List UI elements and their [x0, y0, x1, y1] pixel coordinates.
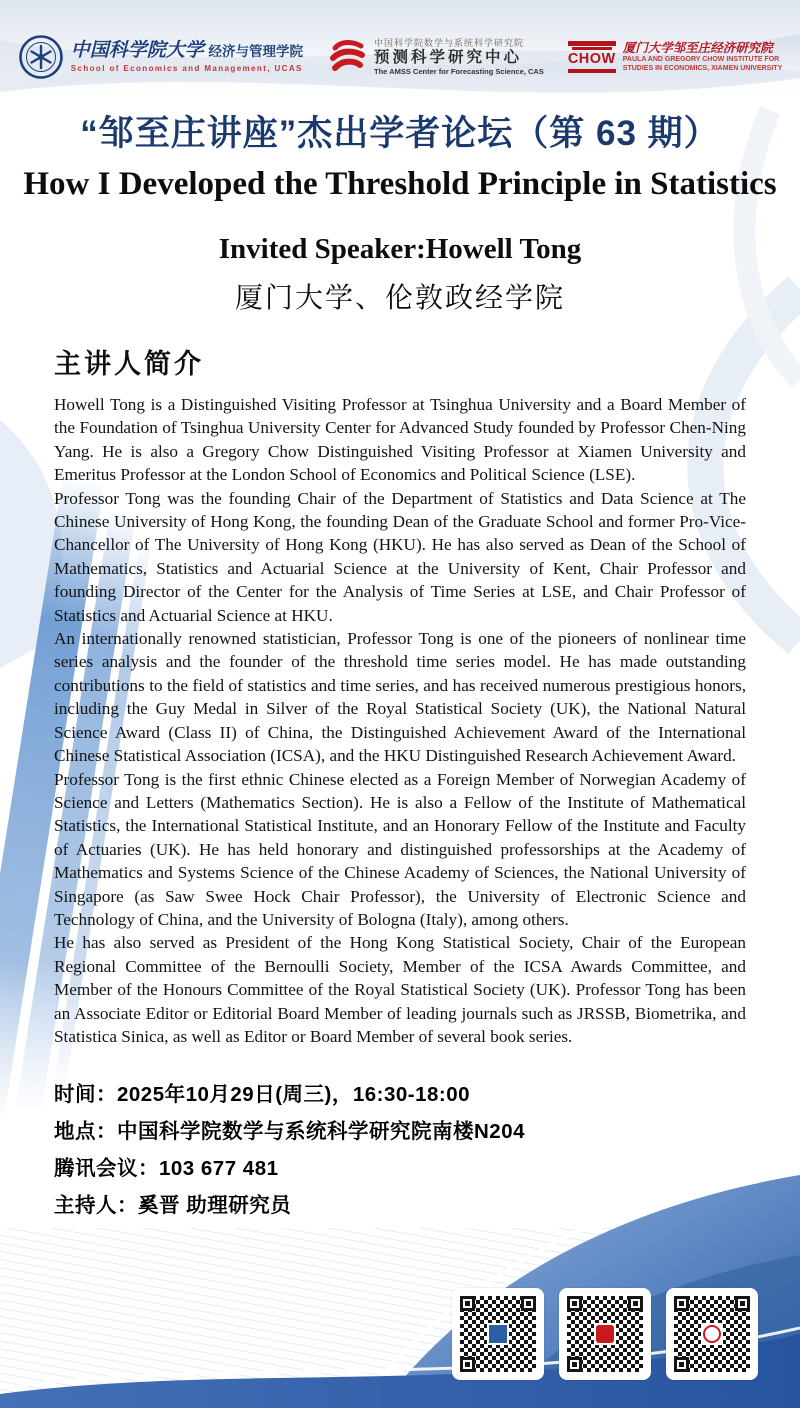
- amss-center-name: 预测科学研究中心: [374, 48, 523, 66]
- ucas-name-cn: 中国科学院大学 经济与管理学院: [70, 40, 304, 62]
- event-meeting-id: 腾讯会议：103 677 481: [54, 1157, 279, 1181]
- speaker-affiliation: 厦门大学、伦敦政经学院: [234, 283, 565, 314]
- bio-paragraph: He has also served as President of the Hong Kong Statistical Society, Chair of the European Regional Committee of the Bernoulli Society, Member of the ICSA Awards Committee, and Member of the Honours Committee of the Royal Statistical Society (UK). Professor Tong has been an Associate Editor or Editorial Board Member of leading journals such as JRSSB, Biometrika, and Statistica Sinica, as well as Editor or Board Member of several book series.: [54, 933, 746, 1046]
- qr-code-icon: [460, 1296, 536, 1372]
- chow-name-cn: 厦门大学邹至庄经济研究院: [622, 40, 773, 55]
- event-details: [54, 1076, 800, 1224]
- amss-name-en: The AMSS Center for Forecasting Science, CAS: [374, 66, 544, 76]
- logo-chow-institute: [568, 41, 782, 74]
- amss-logo-icon: [327, 37, 367, 77]
- bio-paragraph: Professor Tong was the founding Chair of the Department of Statistics and Data Science at The Chinese University of Hong Kong, the founding Dean of the Graduate School and former Pro-Vice-Chancellor of The University of Hong Kong (HKU). He has also served as Dean of the School of Mathematics, Statistics and Actuarial Science at the University of Kent, Chair Professor and founding Director of the Center for the Analysis of Time Series at LSE, and Chair Professor of Statistics and Actuarial Science at HKU.: [54, 488, 746, 625]
- bio-paragraph: Howell Tong is a Distinguished Visiting Professor at Tsinghua University and a Board Member of the Foundation of Tsinghua University Center for Advanced Study founded by Professor Chen-Ning Yang. He is also a Gregory Chow Distinguished Visiting Professor at Xiamen University and Emeritus Professor at the London School of Economics and Political Science (LSE).: [54, 395, 746, 485]
- forum-series-title: “邹至庄讲座”杰出学者论坛（第 63 期）: [80, 114, 720, 153]
- chow-name-en-2: STUDIES IN ECONOMICS, XIAMEN UNIVERSITY: [622, 65, 783, 73]
- amss-parent-name: 中国科学院数学与系统科学研究院: [374, 37, 525, 48]
- bio-paragraph: An internationally renowned statistician, Professor Tong is one of the pioneers of nonlinear time series analysis and the founder of the threshold time series model. He has made outstanding contributions to the field of statistics and time series, and has received numerous prestigious honors, including the Guy Medal in Silver of the Royal Statistical Society (UK), the National Natural Science Award (Class II) of China, the Distinguished Achievement Award of the International Chinese Statistical Association (ICSA), and the HKU Distinguished Research Achievement Award.: [54, 629, 746, 766]
- qr-code-row: [452, 1288, 758, 1380]
- header-logo-row: [0, 0, 800, 90]
- chow-name-en-1: PAULA AND GREGORY CHOW INSTITUTE FOR: [622, 56, 780, 64]
- bio-section-heading: 主讲人简介: [54, 349, 204, 379]
- qr-code-icon: [567, 1296, 643, 1372]
- talk-title: How I Developed the Threshold Principle in Statistics: [23, 166, 777, 202]
- ucas-emblem-icon: [18, 34, 64, 80]
- logo-ucas-sem: [18, 34, 303, 80]
- chow-badge-icon: CHOW: [568, 41, 616, 72]
- ucas-name-en: School of Economics and Management, UCAS: [70, 64, 303, 74]
- event-time: 时间：2025年10月29日(周三)，16:30-18:00: [54, 1083, 471, 1107]
- qr-card-amss: [559, 1288, 651, 1380]
- invited-speaker: Invited Speaker:Howell Tong: [218, 233, 582, 265]
- qr-center-red-logo-icon: [594, 1323, 616, 1345]
- qr-card-chow: [666, 1288, 758, 1380]
- qr-card-ucas: [452, 1288, 544, 1380]
- qr-center-blue-badge-icon: [487, 1323, 509, 1345]
- qr-center-red-seal-icon: [701, 1323, 723, 1345]
- bio-text: [54, 393, 746, 1048]
- bio-paragraph: Professor Tong is the first ethnic Chinese elected as a Foreign Member of Norwegian Academy of Science and Letters (Mathematics Section). He is also a Fellow of the Institute of Mathematical Statistics, the International Statistical Institute, and an Honorary Fellow of the Institute and Faculty of Actuaries (UK). He has held honorary and distinguished professorships at the Academy of Mathematics and Systems Science of the Chinese Academy of Sciences, the National University of Singapore (as Saw Swee Hock Chair Professor), the University of Electronic Science and Technology of China, and the University of Bologna (Italy), among others.: [54, 769, 746, 929]
- logo-amss-forecasting: [327, 37, 544, 77]
- event-host: 主持人：奚晋 助理研究员: [54, 1194, 292, 1218]
- event-location: 地点：中国科学院数学与系统科学研究院南楼N204: [54, 1120, 526, 1144]
- qr-code-icon: [674, 1296, 750, 1372]
